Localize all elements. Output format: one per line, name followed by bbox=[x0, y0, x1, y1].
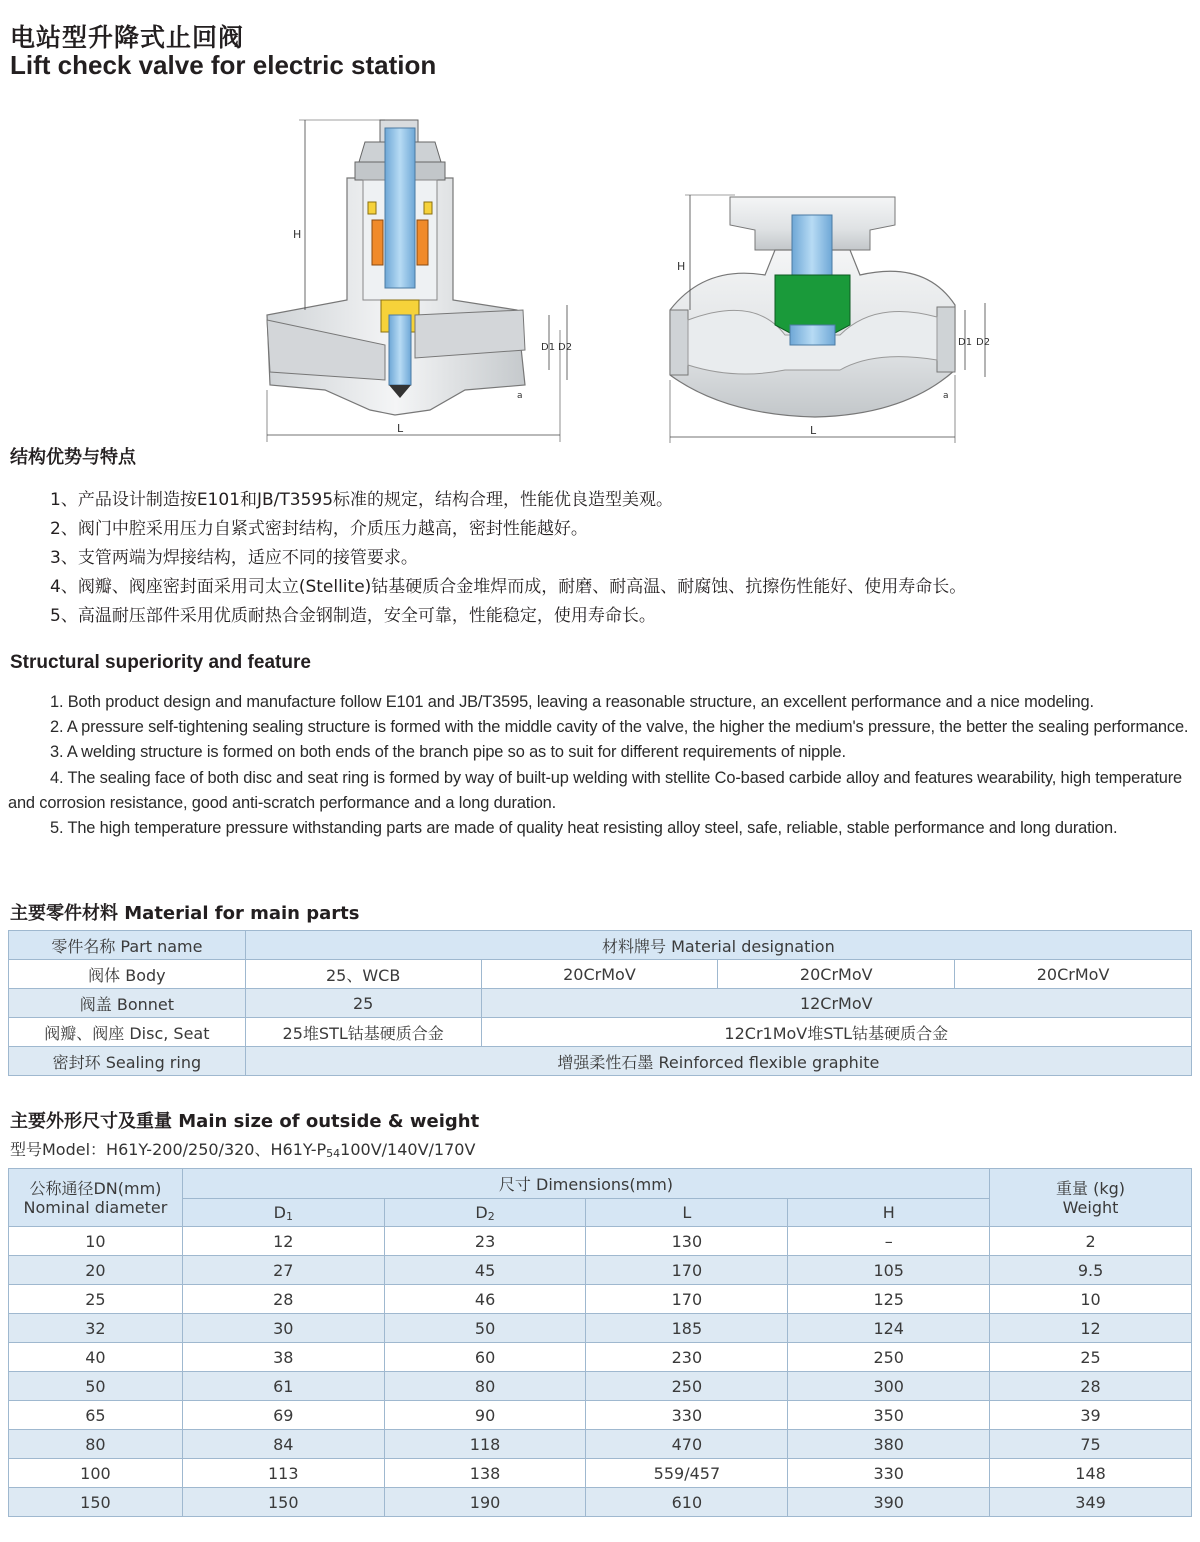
dim-label-a-left: a bbox=[517, 391, 523, 401]
cell-l: 559/457 bbox=[586, 1459, 788, 1488]
dim-label-l-right: L bbox=[810, 424, 817, 437]
cell-dn: 10 bbox=[9, 1227, 183, 1256]
valve-drawing-left bbox=[255, 110, 575, 445]
cell-h: – bbox=[788, 1227, 990, 1256]
col-header-weight-en: Weight bbox=[1062, 1197, 1119, 1217]
col-header-d2-sub: 2 bbox=[487, 1209, 495, 1223]
cell-h: 300 bbox=[788, 1372, 990, 1401]
sizes-heading: 主要外形尺寸及重量 Main size of outside & weight bbox=[10, 1111, 480, 1132]
cell-dn: 25 bbox=[9, 1285, 183, 1314]
list-item: 2. A pressure self-tightening sealing structure is formed with the middle cavity of the valve, the higher the medium's pressure, the better the sealing performance. bbox=[50, 718, 1189, 737]
col-header-material: 材料牌号 Material designation bbox=[245, 931, 1191, 960]
valve-drawing-right bbox=[665, 185, 995, 445]
table-cell: 25堆STL钴基硬质合金 bbox=[245, 1018, 481, 1047]
model-sub: 54 bbox=[326, 1147, 341, 1160]
col-header-weight bbox=[990, 1169, 1192, 1227]
table-row bbox=[9, 1047, 1192, 1076]
cell-d1: 61 bbox=[182, 1372, 384, 1401]
cell-dn: 80 bbox=[9, 1430, 183, 1459]
table-row bbox=[9, 1314, 1192, 1343]
col-header-d1-sub: 1 bbox=[285, 1209, 293, 1223]
features-en-list bbox=[8, 690, 1198, 841]
cell-d2: 60 bbox=[384, 1343, 586, 1372]
list-item: 1、产品设计制造按E101和JB/T3595标准的规定，结构合理，性能优良造型美观。 bbox=[50, 490, 674, 510]
cell-h: 105 bbox=[788, 1256, 990, 1285]
col-header-part: 零件名称 Part name bbox=[9, 931, 246, 960]
table-row bbox=[9, 1343, 1192, 1372]
table-row bbox=[9, 1401, 1192, 1430]
dimensions-table-body bbox=[9, 1227, 1192, 1517]
cell-h: 390 bbox=[788, 1488, 990, 1517]
table-header-row bbox=[9, 1169, 1192, 1199]
cell-w: 148 bbox=[990, 1459, 1192, 1488]
cell-dn: 50 bbox=[9, 1372, 183, 1401]
dim-label-h-left: H bbox=[293, 228, 302, 241]
cell-dn: 100 bbox=[9, 1459, 183, 1488]
table-row bbox=[9, 960, 1192, 989]
cell-d2: 50 bbox=[384, 1314, 586, 1343]
col-header-weight-cn: 重量 (kg) bbox=[1056, 1178, 1126, 1198]
cell-dn: 20 bbox=[9, 1256, 183, 1285]
cell-l: 250 bbox=[586, 1372, 788, 1401]
cell-d1: 27 bbox=[182, 1256, 384, 1285]
cell-l: 230 bbox=[586, 1343, 788, 1372]
table-cell: 20CrMoV bbox=[481, 960, 718, 989]
table-header-row bbox=[9, 931, 1192, 960]
cell-w: 349 bbox=[990, 1488, 1192, 1517]
cell-w: 12 bbox=[990, 1314, 1192, 1343]
cell-w: 10 bbox=[990, 1285, 1192, 1314]
list-item: 1. Both product design and manufacture follow E101 and JB/T3595, leaving a reasonable structure, an excellent performance and a nice modeling. bbox=[50, 693, 1094, 711]
dim-label-d2-left: D2 bbox=[558, 342, 573, 353]
cell-w: 9.5 bbox=[990, 1256, 1192, 1285]
table-cell: 20CrMoV bbox=[718, 960, 955, 989]
col-header-dn bbox=[9, 1169, 183, 1227]
table-row bbox=[9, 1227, 1192, 1256]
features-cn-heading: 结构优势与特点 bbox=[10, 447, 136, 468]
part-name: 阀瓣、阀座 Disc, Seat bbox=[9, 1018, 246, 1047]
list-item: 4. The sealing face of both disc and seat ring is formed by way of built-up welding with stellite Co-based carbide alloy and features wearability, high temperature and corrosion resistance, good anti-scratch performance and a long duration. bbox=[8, 768, 1183, 812]
materials-table bbox=[8, 930, 1192, 1076]
cell-d1: 38 bbox=[182, 1343, 384, 1372]
features-en-heading: Structural superiority and feature bbox=[10, 652, 311, 673]
col-header-l: L bbox=[586, 1199, 788, 1227]
cell-l: 185 bbox=[586, 1314, 788, 1343]
table-row bbox=[9, 1430, 1192, 1459]
page-title-en: Lift check valve for electric station bbox=[10, 50, 437, 80]
cell-w: 75 bbox=[990, 1430, 1192, 1459]
col-header-d1-text: D bbox=[273, 1202, 286, 1222]
cell-l: 170 bbox=[586, 1285, 788, 1314]
part-name: 阀盖 Bonnet bbox=[9, 989, 246, 1018]
cell-w: 25 bbox=[990, 1343, 1192, 1372]
model-prefix: 型号Model：H61Y-200/250/320、H61Y-P bbox=[10, 1140, 327, 1159]
cell-dn: 150 bbox=[9, 1488, 183, 1517]
materials-heading: 主要零件材料 Material for main parts bbox=[10, 903, 360, 924]
list-item: 2、阀门中腔采用压力自紧式密封结构，介质压力越高，密封性能越好。 bbox=[50, 519, 588, 539]
cell-l: 330 bbox=[586, 1401, 788, 1430]
col-header-dn-cn: 公称通径DN(mm) bbox=[29, 1178, 162, 1198]
cell-w: 2 bbox=[990, 1227, 1192, 1256]
cell-d2: 138 bbox=[384, 1459, 586, 1488]
col-header-d1 bbox=[182, 1199, 384, 1227]
cell-h: 330 bbox=[788, 1459, 990, 1488]
cell-d1: 28 bbox=[182, 1285, 384, 1314]
table-row bbox=[9, 1488, 1192, 1517]
table-row bbox=[9, 1285, 1192, 1314]
col-header-dimensions: 尺寸 Dimensions(mm) bbox=[182, 1169, 989, 1199]
cell-d2: 23 bbox=[384, 1227, 586, 1256]
table-cell: 25 bbox=[245, 989, 481, 1018]
cell-l: 610 bbox=[586, 1488, 788, 1517]
dim-label-l-left: L bbox=[397, 422, 404, 435]
table-cell: 20CrMoV bbox=[955, 960, 1192, 989]
model-line bbox=[10, 1137, 475, 1160]
model-suffix: 100V/140V/170V bbox=[340, 1140, 476, 1159]
cell-d1: 69 bbox=[182, 1401, 384, 1430]
cell-h: 125 bbox=[788, 1285, 990, 1314]
cell-d2: 80 bbox=[384, 1372, 586, 1401]
table-row bbox=[9, 1372, 1192, 1401]
table-cell: 12Cr1MoV堆STL钴基硬质合金 bbox=[481, 1018, 1191, 1047]
dim-label-a-right: a bbox=[943, 391, 949, 401]
cell-d1: 113 bbox=[182, 1459, 384, 1488]
col-header-d2-text: D bbox=[475, 1202, 488, 1222]
cell-d1: 84 bbox=[182, 1430, 384, 1459]
cell-d2: 90 bbox=[384, 1401, 586, 1430]
part-name: 阀体 Body bbox=[9, 960, 246, 989]
cell-d2: 118 bbox=[384, 1430, 586, 1459]
table-row bbox=[9, 1256, 1192, 1285]
cell-d2: 45 bbox=[384, 1256, 586, 1285]
cell-h: 250 bbox=[788, 1343, 990, 1372]
table-cell: 25、WCB bbox=[245, 960, 481, 989]
table-cell: 增强柔性石墨 Reinforced flexible graphite bbox=[245, 1047, 1191, 1076]
table-row bbox=[9, 1459, 1192, 1488]
cell-h: 124 bbox=[788, 1314, 990, 1343]
list-item: 5. The high temperature pressure withstanding parts are made of quality heat resisting alloy steel, safe, reliable, stable performance and long duration. bbox=[50, 819, 1118, 838]
cell-w: 28 bbox=[990, 1372, 1192, 1401]
list-item: 4、阀瓣、阀座密封面采用司太立(Stellite)钴基硬质合金堆焊而成，耐磨、耐高温、耐腐蚀、抗擦伤性能好、使用寿命长。 bbox=[50, 577, 967, 597]
dim-label-d1-right: D1 bbox=[958, 337, 973, 348]
table-cell: 12CrMoV bbox=[481, 989, 1191, 1018]
cell-w: 39 bbox=[990, 1401, 1192, 1430]
cell-dn: 32 bbox=[9, 1314, 183, 1343]
cell-l: 470 bbox=[586, 1430, 788, 1459]
table-row bbox=[9, 1018, 1192, 1047]
list-item: 3、支管两端为焊接结构，适应不同的接管要求。 bbox=[50, 548, 418, 568]
cell-d1: 12 bbox=[182, 1227, 384, 1256]
dim-label-d2-right: D2 bbox=[976, 337, 991, 348]
features-cn-list bbox=[50, 486, 966, 631]
cell-d2: 46 bbox=[384, 1285, 586, 1314]
list-item: 3. A welding structure is formed on both ends of the branch pipe so as to suit for different requirements of nipple. bbox=[50, 743, 846, 762]
cell-d1: 150 bbox=[182, 1488, 384, 1517]
cell-h: 350 bbox=[788, 1401, 990, 1430]
cell-d2: 190 bbox=[384, 1488, 586, 1517]
list-item: 5、高温耐压部件采用优质耐热合金钢制造，安全可靠，性能稳定，使用寿命长。 bbox=[50, 606, 656, 626]
dimensions-table bbox=[8, 1168, 1192, 1517]
table-row bbox=[9, 989, 1192, 1018]
page-title-cn: 电站型升降式止回阀 bbox=[10, 23, 245, 52]
cell-h: 380 bbox=[788, 1430, 990, 1459]
cell-l: 170 bbox=[586, 1256, 788, 1285]
part-name: 密封环 Sealing ring bbox=[9, 1047, 246, 1076]
col-header-d2 bbox=[384, 1199, 586, 1227]
cell-dn: 65 bbox=[9, 1401, 183, 1430]
cell-dn: 40 bbox=[9, 1343, 183, 1372]
col-header-dn-en: Nominal diameter bbox=[23, 1197, 168, 1217]
col-header-h: H bbox=[788, 1199, 990, 1227]
cell-l: 130 bbox=[586, 1227, 788, 1256]
dim-label-h-right: H bbox=[677, 260, 686, 273]
cell-d1: 30 bbox=[182, 1314, 384, 1343]
dim-label-d1-left: D1 bbox=[541, 342, 556, 353]
